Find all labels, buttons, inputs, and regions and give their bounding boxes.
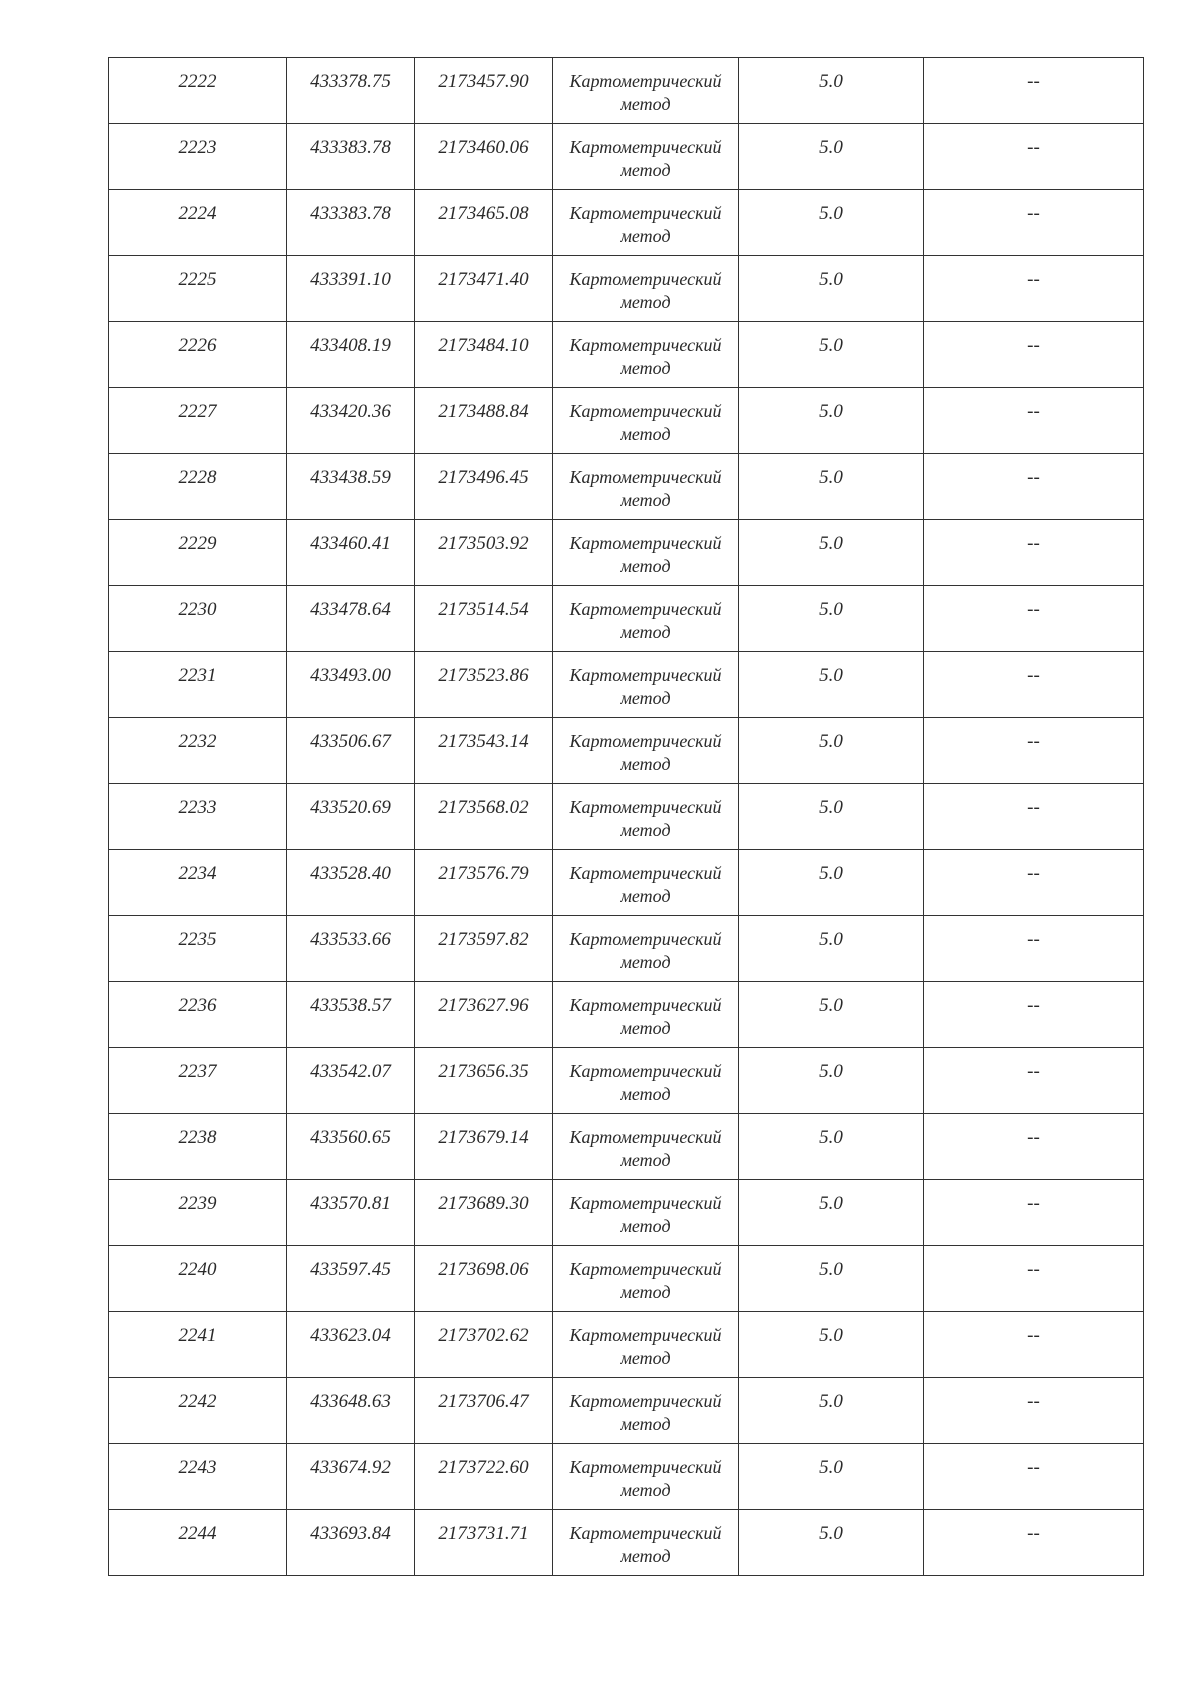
y-coordinate-cell: 2173471.40	[415, 256, 553, 322]
accuracy-cell: 5.0	[739, 124, 924, 190]
method-cell: Картометрический метод	[553, 652, 739, 718]
table-row	[109, 1444, 1144, 1510]
y-coordinate-cell: 2173689.30	[415, 1180, 553, 1246]
accuracy-cell: 5.0	[739, 1246, 924, 1312]
accuracy-cell: 5.0	[739, 190, 924, 256]
table-row	[109, 520, 1144, 586]
y-coordinate-cell: 2173514.54	[415, 586, 553, 652]
point-number-cell: 2236	[109, 982, 287, 1048]
point-number-cell: 2233	[109, 784, 287, 850]
y-coordinate-cell: 2173465.08	[415, 190, 553, 256]
note-cell: --	[924, 1048, 1144, 1114]
x-coordinate-cell: 433623.04	[287, 1312, 415, 1378]
accuracy-cell: 5.0	[739, 1510, 924, 1576]
table-row	[109, 124, 1144, 190]
method-cell: Картометрический метод	[553, 1246, 739, 1312]
x-coordinate-cell: 433420.36	[287, 388, 415, 454]
method-cell: Картометрический метод	[553, 1510, 739, 1576]
coordinates-table	[108, 57, 1144, 1576]
note-cell: --	[924, 190, 1144, 256]
table-row	[109, 454, 1144, 520]
point-number-cell: 2240	[109, 1246, 287, 1312]
note-cell: --	[924, 718, 1144, 784]
table-row	[109, 982, 1144, 1048]
note-cell: --	[924, 850, 1144, 916]
method-cell: Картометрический метод	[553, 1444, 739, 1510]
x-coordinate-cell: 433520.69	[287, 784, 415, 850]
x-coordinate-cell: 433438.59	[287, 454, 415, 520]
note-cell: --	[924, 1114, 1144, 1180]
accuracy-cell: 5.0	[739, 1378, 924, 1444]
x-coordinate-cell: 433493.00	[287, 652, 415, 718]
method-cell: Картометрический метод	[553, 1048, 739, 1114]
x-coordinate-cell: 433597.45	[287, 1246, 415, 1312]
method-cell: Картометрический метод	[553, 388, 739, 454]
note-cell: --	[924, 1510, 1144, 1576]
point-number-cell: 2242	[109, 1378, 287, 1444]
method-cell: Картометрический метод	[553, 718, 739, 784]
table-row	[109, 1114, 1144, 1180]
y-coordinate-cell: 2173457.90	[415, 58, 553, 124]
point-number-cell: 2224	[109, 190, 287, 256]
x-coordinate-cell: 433674.92	[287, 1444, 415, 1510]
point-number-cell: 2227	[109, 388, 287, 454]
point-number-cell: 2228	[109, 454, 287, 520]
x-coordinate-cell: 433408.19	[287, 322, 415, 388]
y-coordinate-cell: 2173722.60	[415, 1444, 553, 1510]
x-coordinate-cell: 433528.40	[287, 850, 415, 916]
table-row	[109, 1180, 1144, 1246]
note-cell: --	[924, 322, 1144, 388]
y-coordinate-cell: 2173488.84	[415, 388, 553, 454]
table-row	[109, 322, 1144, 388]
y-coordinate-cell: 2173568.02	[415, 784, 553, 850]
y-coordinate-cell: 2173460.06	[415, 124, 553, 190]
x-coordinate-cell: 433378.75	[287, 58, 415, 124]
table-row	[109, 1312, 1144, 1378]
y-coordinate-cell: 2173702.62	[415, 1312, 553, 1378]
note-cell: --	[924, 586, 1144, 652]
y-coordinate-cell: 2173496.45	[415, 454, 553, 520]
point-number-cell: 2234	[109, 850, 287, 916]
point-number-cell: 2241	[109, 1312, 287, 1378]
table-row	[109, 1510, 1144, 1576]
point-number-cell: 2244	[109, 1510, 287, 1576]
point-number-cell: 2237	[109, 1048, 287, 1114]
accuracy-cell: 5.0	[739, 1180, 924, 1246]
y-coordinate-cell: 2173656.35	[415, 1048, 553, 1114]
accuracy-cell: 5.0	[739, 718, 924, 784]
point-number-cell: 2226	[109, 322, 287, 388]
method-cell: Картометрический метод	[553, 322, 739, 388]
note-cell: --	[924, 1312, 1144, 1378]
point-number-cell: 2243	[109, 1444, 287, 1510]
method-cell: Картометрический метод	[553, 58, 739, 124]
method-cell: Картометрический метод	[553, 190, 739, 256]
accuracy-cell: 5.0	[739, 1114, 924, 1180]
method-cell: Картометрический метод	[553, 1114, 739, 1180]
y-coordinate-cell: 2173706.47	[415, 1378, 553, 1444]
method-cell: Картометрический метод	[553, 124, 739, 190]
table-row	[109, 256, 1144, 322]
note-cell: --	[924, 1246, 1144, 1312]
y-coordinate-cell: 2173698.06	[415, 1246, 553, 1312]
point-number-cell: 2232	[109, 718, 287, 784]
x-coordinate-cell: 433506.67	[287, 718, 415, 784]
point-number-cell: 2235	[109, 916, 287, 982]
point-number-cell: 2231	[109, 652, 287, 718]
accuracy-cell: 5.0	[739, 1048, 924, 1114]
x-coordinate-cell: 433533.66	[287, 916, 415, 982]
accuracy-cell: 5.0	[739, 1444, 924, 1510]
x-coordinate-cell: 433391.10	[287, 256, 415, 322]
accuracy-cell: 5.0	[739, 322, 924, 388]
x-coordinate-cell: 433383.78	[287, 190, 415, 256]
x-coordinate-cell: 433542.07	[287, 1048, 415, 1114]
note-cell: --	[924, 124, 1144, 190]
y-coordinate-cell: 2173484.10	[415, 322, 553, 388]
note-cell: --	[924, 454, 1144, 520]
x-coordinate-cell: 433383.78	[287, 124, 415, 190]
method-cell: Картометрический метод	[553, 256, 739, 322]
y-coordinate-cell: 2173523.86	[415, 652, 553, 718]
x-coordinate-cell: 433570.81	[287, 1180, 415, 1246]
accuracy-cell: 5.0	[739, 1312, 924, 1378]
table-row	[109, 850, 1144, 916]
accuracy-cell: 5.0	[739, 256, 924, 322]
y-coordinate-cell: 2173503.92	[415, 520, 553, 586]
accuracy-cell: 5.0	[739, 58, 924, 124]
table-row	[109, 916, 1144, 982]
note-cell: --	[924, 388, 1144, 454]
x-coordinate-cell: 433560.65	[287, 1114, 415, 1180]
coordinates-table-body	[109, 58, 1144, 1576]
x-coordinate-cell: 433648.63	[287, 1378, 415, 1444]
accuracy-cell: 5.0	[739, 850, 924, 916]
table-row	[109, 718, 1144, 784]
y-coordinate-cell: 2173543.14	[415, 718, 553, 784]
table-row	[109, 190, 1144, 256]
method-cell: Картометрический метод	[553, 916, 739, 982]
accuracy-cell: 5.0	[739, 982, 924, 1048]
table-row	[109, 1048, 1144, 1114]
method-cell: Картометрический метод	[553, 1378, 739, 1444]
method-cell: Картометрический метод	[553, 1312, 739, 1378]
y-coordinate-cell: 2173627.96	[415, 982, 553, 1048]
point-number-cell: 2238	[109, 1114, 287, 1180]
method-cell: Картометрический метод	[553, 850, 739, 916]
method-cell: Картометрический метод	[553, 982, 739, 1048]
accuracy-cell: 5.0	[739, 520, 924, 586]
accuracy-cell: 5.0	[739, 586, 924, 652]
note-cell: --	[924, 520, 1144, 586]
table-row	[109, 784, 1144, 850]
point-number-cell: 2223	[109, 124, 287, 190]
table-row	[109, 586, 1144, 652]
accuracy-cell: 5.0	[739, 388, 924, 454]
x-coordinate-cell: 433693.84	[287, 1510, 415, 1576]
accuracy-cell: 5.0	[739, 784, 924, 850]
x-coordinate-cell: 433478.64	[287, 586, 415, 652]
method-cell: Картометрический метод	[553, 520, 739, 586]
y-coordinate-cell: 2173576.79	[415, 850, 553, 916]
point-number-cell: 2230	[109, 586, 287, 652]
method-cell: Картометрический метод	[553, 586, 739, 652]
table-row	[109, 652, 1144, 718]
note-cell: --	[924, 256, 1144, 322]
y-coordinate-cell: 2173679.14	[415, 1114, 553, 1180]
table-row	[109, 388, 1144, 454]
point-number-cell: 2229	[109, 520, 287, 586]
method-cell: Картометрический метод	[553, 1180, 739, 1246]
point-number-cell: 2225	[109, 256, 287, 322]
table-row	[109, 1246, 1144, 1312]
x-coordinate-cell: 433460.41	[287, 520, 415, 586]
point-number-cell: 2222	[109, 58, 287, 124]
note-cell: --	[924, 916, 1144, 982]
note-cell: --	[924, 982, 1144, 1048]
note-cell: --	[924, 1180, 1144, 1246]
table-row	[109, 58, 1144, 124]
method-cell: Картометрический метод	[553, 454, 739, 520]
method-cell: Картометрический метод	[553, 784, 739, 850]
y-coordinate-cell: 2173731.71	[415, 1510, 553, 1576]
accuracy-cell: 5.0	[739, 916, 924, 982]
note-cell: --	[924, 784, 1144, 850]
x-coordinate-cell: 433538.57	[287, 982, 415, 1048]
accuracy-cell: 5.0	[739, 652, 924, 718]
y-coordinate-cell: 2173597.82	[415, 916, 553, 982]
note-cell: --	[924, 1444, 1144, 1510]
accuracy-cell: 5.0	[739, 454, 924, 520]
note-cell: --	[924, 58, 1144, 124]
table-row	[109, 1378, 1144, 1444]
note-cell: --	[924, 1378, 1144, 1444]
point-number-cell: 2239	[109, 1180, 287, 1246]
note-cell: --	[924, 652, 1144, 718]
